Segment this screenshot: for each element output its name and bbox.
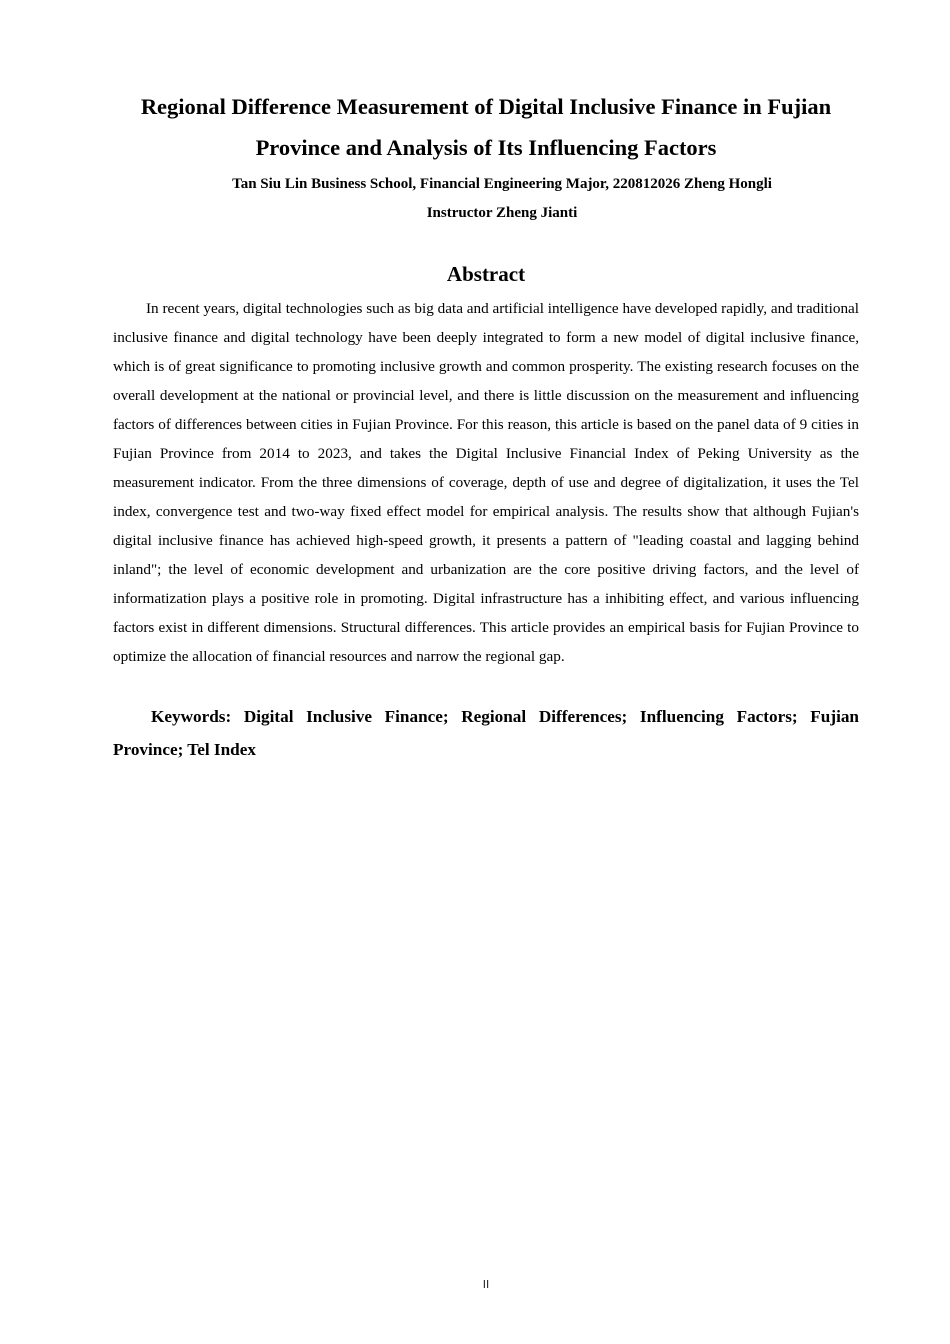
paper-title: Regional Difference Measurement of Digital Inclusive Finance in Fujian Province and Analysis of Its Influencing Factors [140,94,832,160]
author-affiliation: Tan Siu Lin Business School, Financial Engineering Major, 220812026 Zheng Hongli [232,176,772,192]
keywords: Keywords: Digital Inclusive Finance; Regional Differences; Influencing Factors; Fujian Province; Tel Index [113,707,859,759]
abstract-heading: Abstract [446,262,526,286]
instructor-line: Instructor Zheng Jianti [426,205,578,221]
page-number: II [482,1278,490,1291]
abstract-body: In recent years, digital technologies such as big data and artificial intelligence have developed rapidly, and traditional inclusive finance and digital technology have been deeply integrated to form a new model of digital inclusive finance, which is of great significance to promoting inclusive growth and common prosperity. The existing research focuses on the overall development at the national or provincial level, and there is little discussion on the measurement and influencing factors of differences between cities in Fujian Province. For this reason, this article is based on the panel data of 9 cities in Fujian Province from 2014 to 2023, and takes the Digital Inclusive Financial Index of Peking University as the measurement indicator. From the three dimensions of coverage, depth of use and degree of digitalization, it uses the Tel index, convergence test and two-way fixed effect model for empirical analysis. The results show that although Fujian's digital inclusive finance has achieved high-speed growth, it presents a pattern of "leading coastal and lagging behind inland"; the level of economic development and urbanization are the core positive driving factors, and the level of informatization plays a positive role in promoting. Digital infrastructure has a inhibiting effect, and various influencing factors exist in different dimensions. Structural differences. This article provides an empirical basis for Fujian Province to optimize the allocation of financial resources and narrow the regional gap. [113,300,859,665]
